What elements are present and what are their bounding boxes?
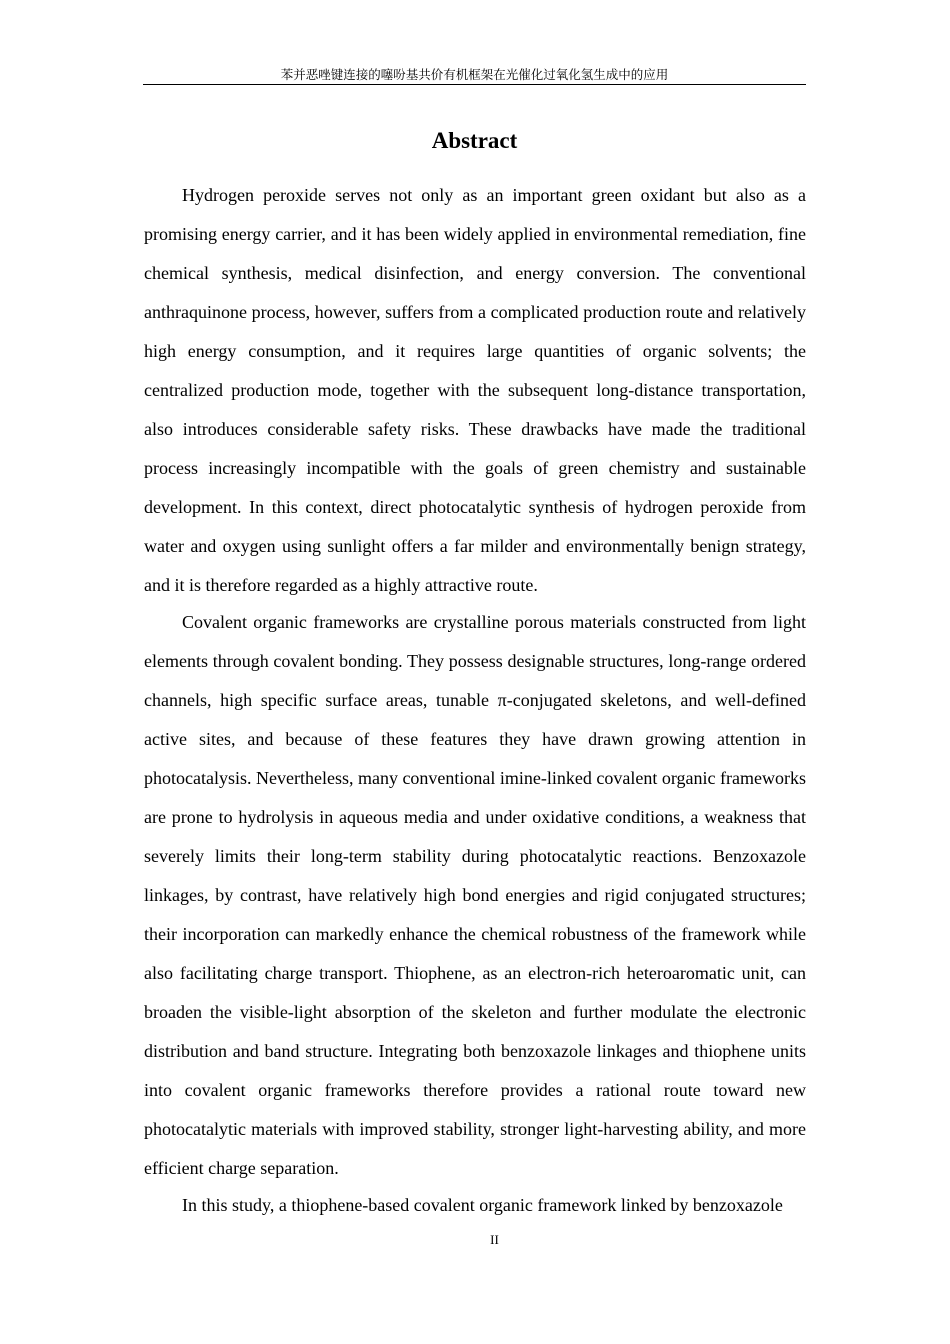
abstract-paragraph-1: Hydrogen peroxide serves not only as an important green oxidant but also as a promising energy carrier, and it has been widely applied in environmental remediation, fine chemical synthesis, medical disinfection, and energy conversion. The conventional anthraquinone process, however, suffers from a complicated production route and relatively high energy consumption, and it requires large quantities of organic solvents; the centralized production mode, together with the subsequent long-distance transportation, also introduces considerable safety risks. These drawbacks have made the traditional process increasingly incompatible with the goals of green chemistry and sustainable development. In this context, direct photocatalytic synthesis of hydrogen peroxide from water and oxygen using sunlight offers a far milder and environmentally benign strategy, and it is therefore regarded as a highly attractive route. bbox=[144, 185, 806, 595]
abstract-body bbox=[144, 176, 806, 1225]
running-header: 苯并恶唑键连接的噻吩基共价有机框架在光催化过氧化氢生成中的应用 bbox=[280, 67, 669, 82]
page-title: Abstract bbox=[431, 128, 518, 153]
abstract-paragraph-2: Covalent organic frameworks are crystalline porous materials constructed from light elements through covalent bonding. They possess designable structures, long-range ordered channels, high specific surface areas, tunable π-conjugated skeletons, and well-defined active sites, and because of these features they have drawn growing attention in photocatalysis. Nevertheless, many conventional imine-linked covalent organic frameworks are prone to hydrolysis in aqueous media and under oxidative conditions, a weakness that severely limits their long-term stability during photocatalytic reactions. Benzoxazole linkages, by contrast, have relatively high bond energies and rigid conjugated structures; their incorporation can markedly enhance the chemical robustness of the framework while also facilitating charge transport. Thiophene, as an electron-rich heteroaromatic unit, can broaden the visible-light absorption of the skeleton and further modulate the electronic distribution and band structure. Integrating both benzoxazole linkages and thiophene units into covalent organic frameworks therefore provides a rational route toward new photocatalytic materials with improved stability, stronger light-harvesting ability, and more efficient charge separation. bbox=[144, 612, 806, 1178]
header-rule bbox=[143, 84, 806, 85]
page-number: II bbox=[490, 1232, 499, 1247]
abstract-paragraph-3: In this study, a thiophene-based covalent organic framework linked by benzoxazole bbox=[182, 1195, 783, 1215]
